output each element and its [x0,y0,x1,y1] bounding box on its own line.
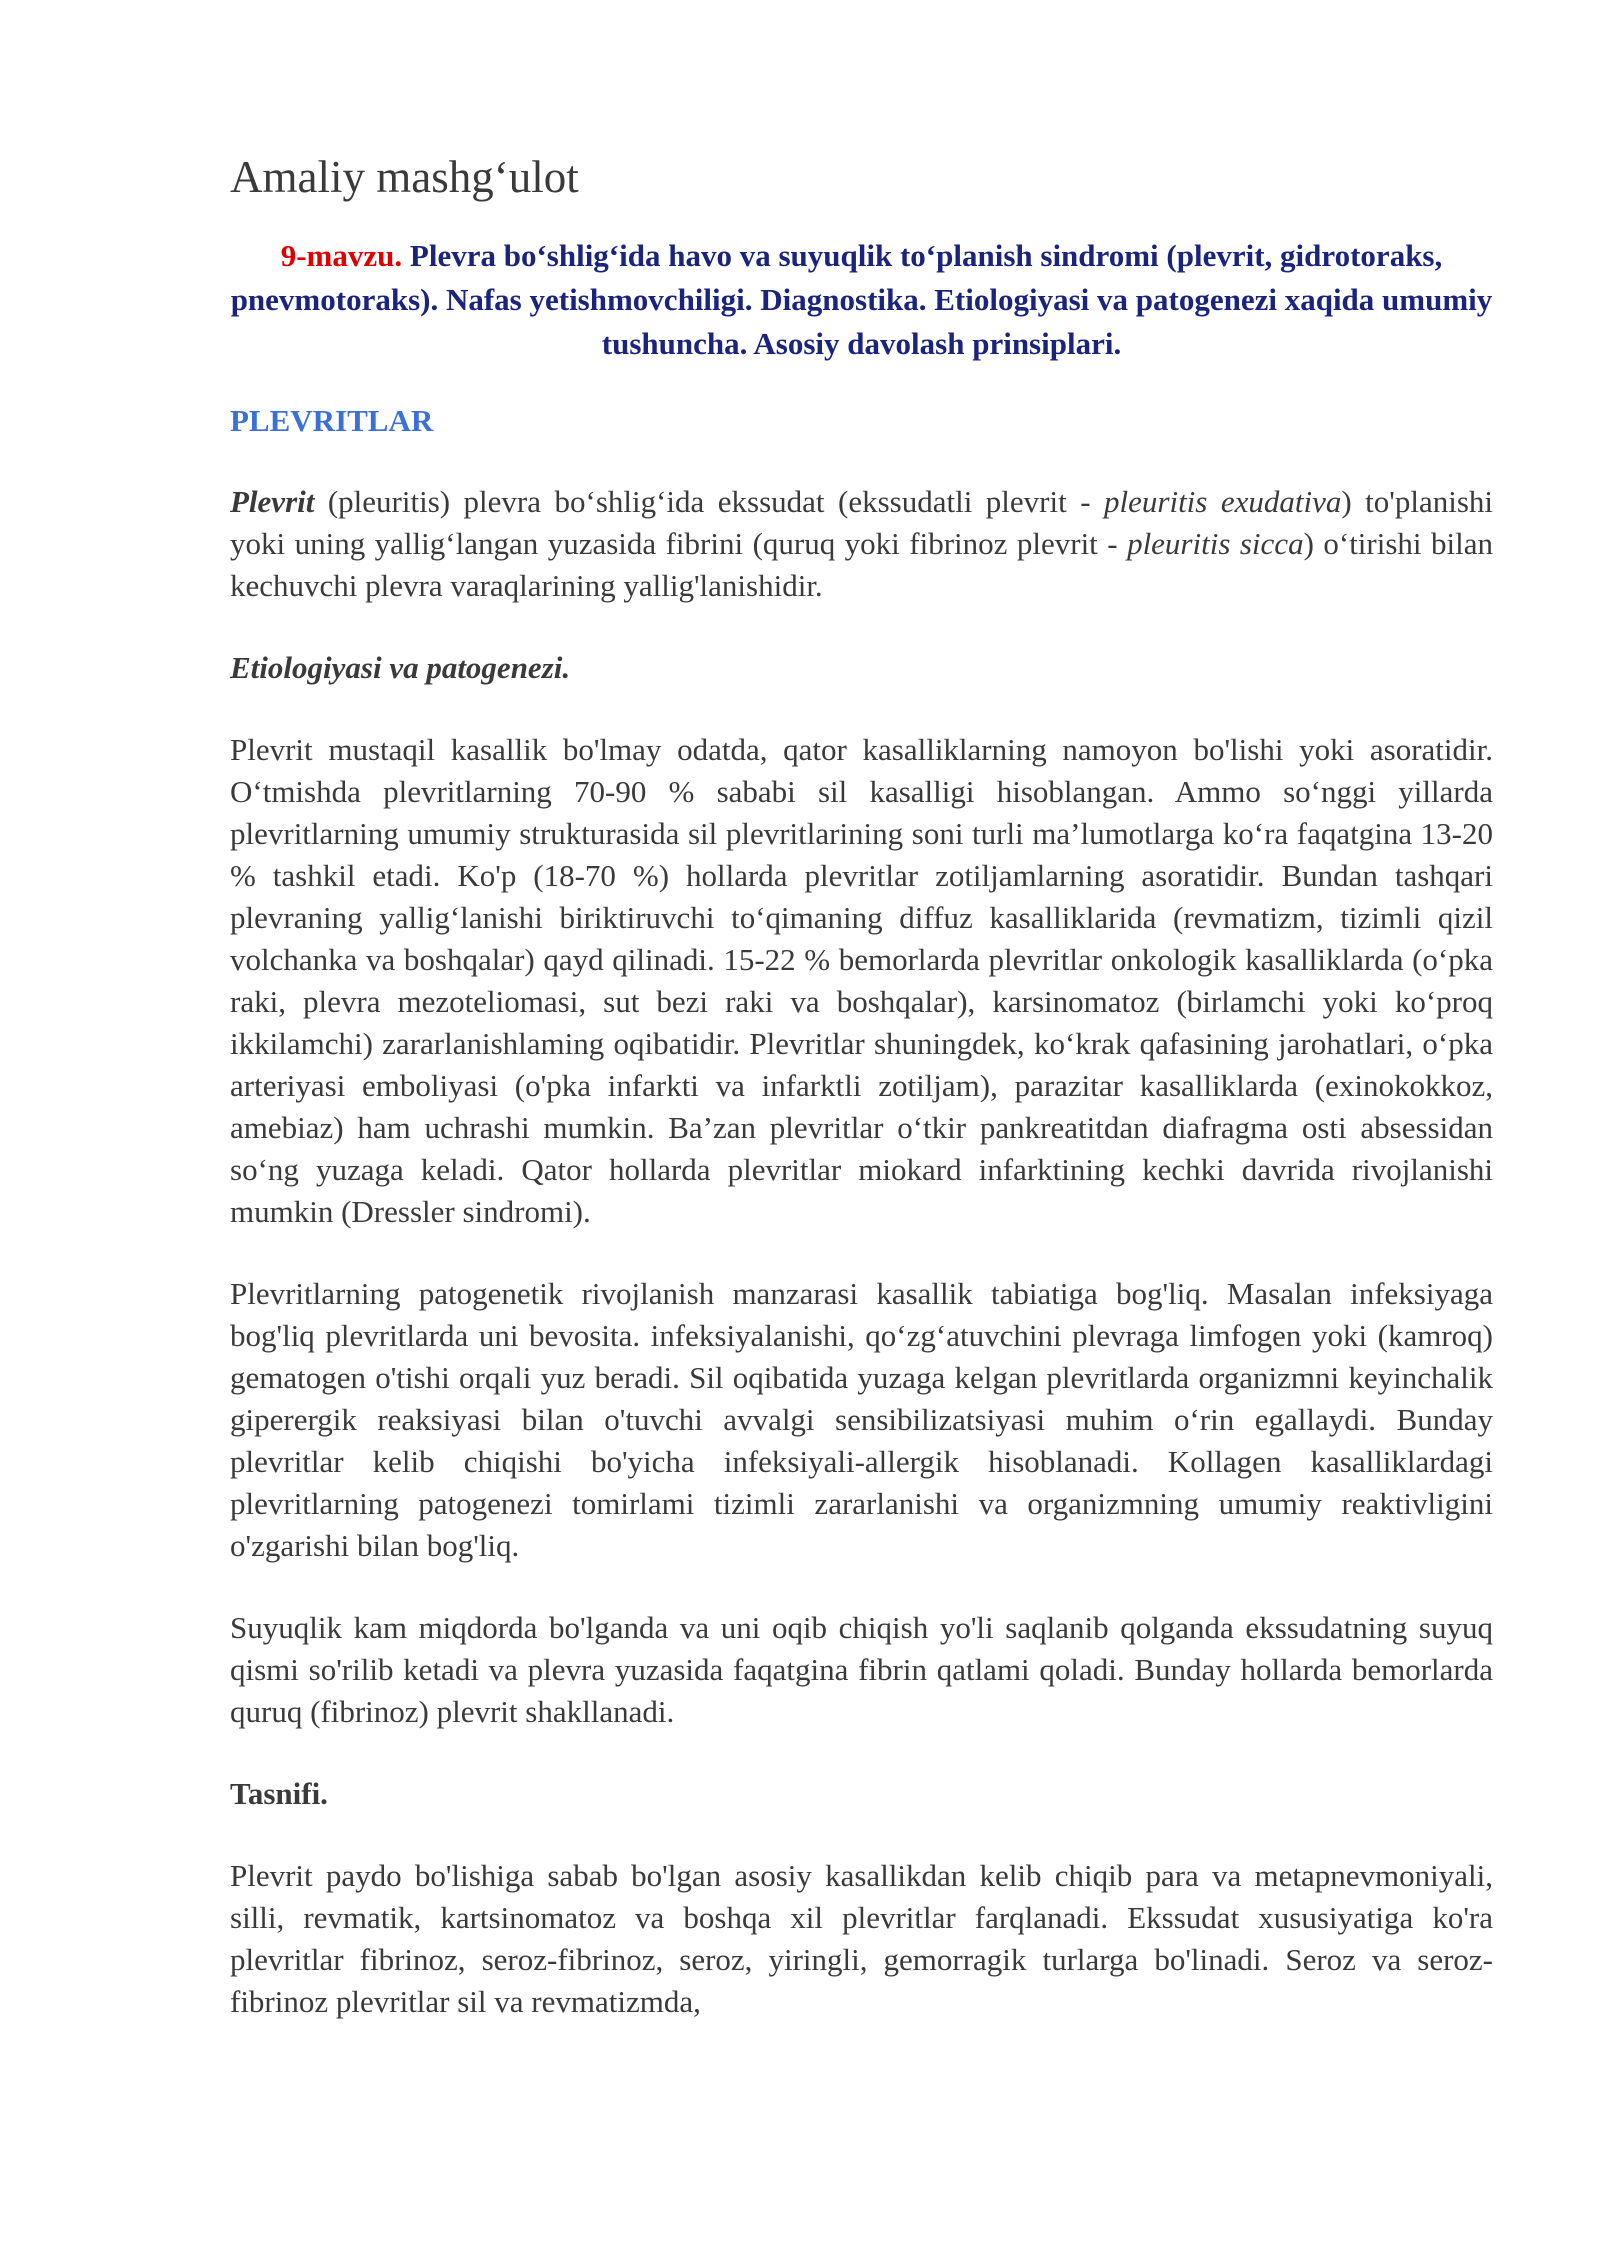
topic-heading [230,234,1493,366]
etiology-heading: Etiologiyasi va patogenezi. [230,650,571,686]
paragraph-dry-pleurisy: Suyuqlik kam miqdorda bo'lganda va uni oqib chiqish yo'li saqlanib qolganda ekssudatning suyuq qismi so'rilib ketadi va plevra yuzasida faqatgina fibrin qatlami qoladi. Bunday hollarda bemorlarda quruq (fibrinoz) plevrit shakllanadi. [230,1610,1493,1730]
definition-term: Plevrit [230,484,315,520]
definition-part-2: ) to'planishi yoki uning yallig‘langan yuzasida fibrini (quruq yoki fibrinoz plevrit - [230,484,1494,562]
paragraph-etiology: Plevrit mustaqil kasallik bo'lmay odatda, qator kasalliklarning namoyon bo'lishi yoki asoratidir. O‘tmishda plevritlarning 70-90 % sababi sil kasalligi hisoblangan. Ammo so‘nggi yillarda plevritlarning umumiy strukturasida sil plevritlarining soni turli ma’lumotlarga ko‘ra faqatgina 13-20 % tashkil etadi. Ko'p (18-70 %) hollarda plevritlar zotiljamlarning asoratidir. Bundan tashqari plevraning yallig‘lanishi biriktiruvchi to‘qimaning diffuz kasalliklarida (revmatizm, tizimli qizil volchanka va boshqalar) qayd qilinadi. 15-22 % bemorlarda plevritlar onkologik kasalliklarda (o‘pka raki, plevra mezoteliomasi, sut bezi raki va boshqalar), karsinomatoz (birlamchi yoki ko‘proq ikkilamchi) zararlanishlaming oqibatidir. Plevritlar shuningdek, ko‘krak qafasining jarohatlari, o‘pka arteriyasi emboliyasi (o'pka infarkti va infarktli zotiljam), parazitar kasalliklarda (exinokokkoz, amebiaz) ham uchrashi mumkin. Ba’zan plevritlar o‘tkir pankreatitdan diafragma osti absessidan so‘ng yuzaga keladi. Qator hollarda plevritlar miokard infarktining kechki davrida rivojlanishi mumkin (Dressler sindromi). [230,732,1493,1230]
topic-text: Plevra bo‘shlig‘ida havo va suyuqlik to‘planish sindromi (plevrit, gidrotoraks, pnevmotoraks). Nafas yetishmovchiligi. Diagnostika. Etiologiyasi va patogenezi xaqida umumiy tushuncha. Asosiy davolash prinsiplari. [230,238,1493,361]
paragraph-pathogenesis: Plevritlarning patogenetik rivojlanish manzarasi kasallik tabiatiga bog'liq. Masalan infeksiyaga bog'liq plevritlarda uni bevosita. infeksiyalanishi, qo‘zg‘atuvchini plevraga limfogen yoki (kamroq) gematogen o'tishi orqali yuz beradi. Sil oqibatida yuzaga kelgan plevritlarda organizmni keyinchalik giperergik reaksiyasi bilan o'tuvchi avvalgi sensibilizatsiyasi muhim o‘rin egallaydi. Bunday plevritlar kelib chiqishi bo'yicha infeksiyali-allergik hisoblanadi. Kollagen kasalliklardagi plevritlarning patogenezi tomirlami tizimli zararlanishi va organizmning umumiy reaktivligini o'zgarishi bilan bog'liq. [230,1276,1493,1564]
classification-heading: Tasnifi. [230,1776,328,1812]
latin-term-1: pleuritis exudativa [1104,484,1342,520]
document-page [230,150,1493,2063]
definition-paragraph [230,481,1493,607]
definition-part-3: ) o‘tirishi bilan kechuvchi plevra varaqlarining yallig'lanishidir. [230,526,1493,604]
paragraph-classification: Plevrit paydo bo'lishiga sabab bo'lgan asosiy kasallikdan kelib chiqib para va metapnevmoniyali, silli, revmatik, kartsinomatoz va boshqa xil plevritlar farqlanadi. Ekssudat xususiyatiga ko'ra plevritlar fibrinoz, seroz-fibrinoz, seroz, yiringli, gemorragik turlarga bo'linadi. Seroz va seroz-fibrinoz plevritlar sil va revmatizmda, [230,1858,1493,2020]
topic-number: 9-mavzu. [280,238,403,273]
section-heading: PLEVRITLAR [230,403,434,438]
definition-part-1: (pleuritis) plevra bo‘shlig‘ida ekssudat (ekssudatli plevrit - [314,484,1105,520]
latin-term-2: pleuritis sicca [1127,526,1304,562]
page-title: Amaliy mashg‘ulot [230,152,579,202]
